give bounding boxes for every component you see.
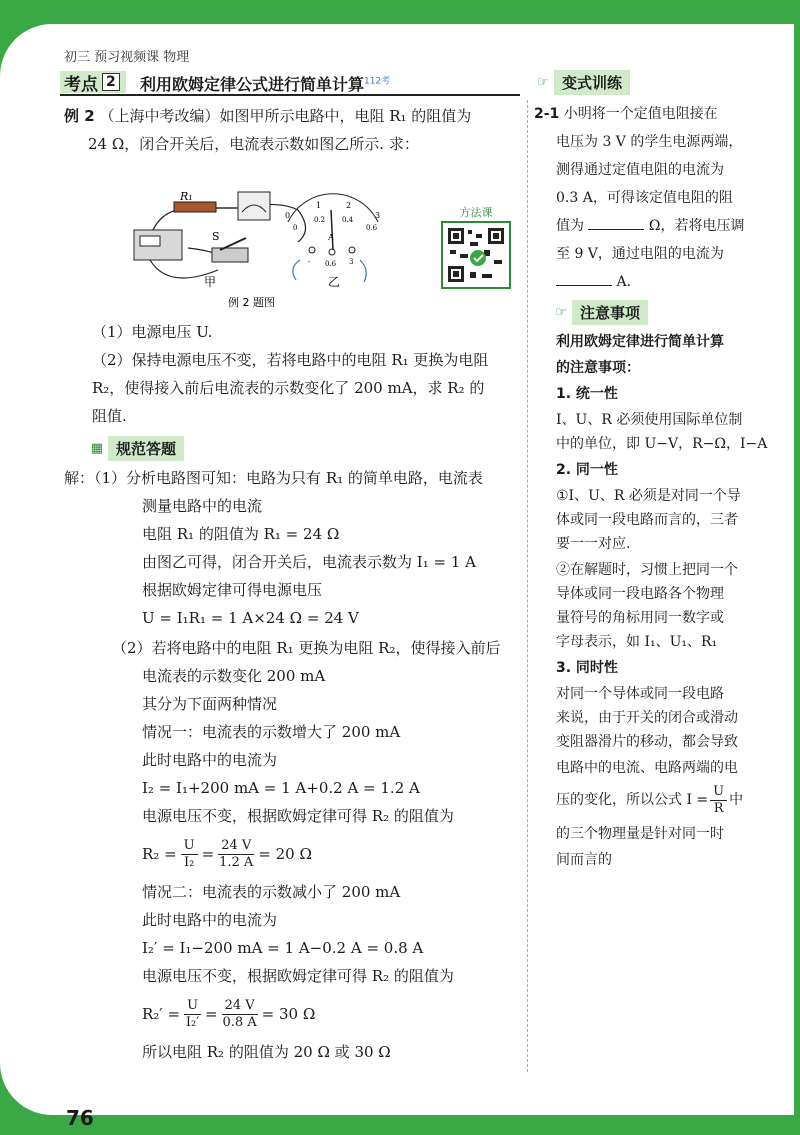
notes-p3e-post: 中 <box>729 792 744 808</box>
variant-text-7: A. <box>616 274 632 290</box>
label-yi: 乙 <box>328 275 341 289</box>
notes-p2d: ②在解题时，习惯上把同一个 <box>556 562 738 578</box>
notes-intro-1: 利用欧姆定律进行简单计算 <box>556 334 724 350</box>
example-line-2: 24 Ω，闭合开关后，电流表示数如图乙所示. 求： <box>88 135 419 153</box>
variant-line-7 <box>556 272 631 292</box>
notes-formula-frac <box>710 784 727 817</box>
topic-ref: 112考 <box>364 76 391 87</box>
variant-text-5b: Ω，若将电压调 <box>648 218 745 234</box>
notes-p3b: 来说，由于开关的闭合或滑动 <box>556 710 738 726</box>
question-2-line-2: R₂，使得接入前后电流表的示数变化了 200 mA，求 R₂ 的 <box>92 379 485 397</box>
notes-p2a: ①I、U、R 必须是对同一个导 <box>556 488 741 504</box>
scale-top-1: 1 <box>316 201 322 210</box>
notes-badge <box>550 300 648 324</box>
terminal-neg: - <box>308 258 311 266</box>
variant-text-5a: 值为 <box>556 218 584 234</box>
scale-bottom-3: 0.6 <box>366 224 378 232</box>
f2-lhs: R₂′ = <box>142 1005 181 1023</box>
f1-n2: 24 V <box>218 838 254 855</box>
f1-n1: U <box>181 838 198 855</box>
pointing-hand-icon: ☞ <box>555 304 567 320</box>
topic-underline <box>60 94 520 96</box>
notes-p3a: 对同一个导体或同一段电路 <box>556 686 724 702</box>
notes-p3c: 变阻器滑片的移动，都会导致 <box>556 734 738 750</box>
notes-p1a: I、U、R 必须使用国际单位制 <box>556 412 743 428</box>
f1-frac-2 <box>218 838 254 871</box>
sol-9: 其分为下面两种情况 <box>142 695 278 713</box>
resistor-r1 <box>174 202 216 212</box>
sol-3: 电阻 R₁ 的阻值为 R₁ = 24 Ω <box>142 525 340 543</box>
variant-text-1: 小明将一个定值电阻接在 <box>563 106 718 122</box>
notes-p2c: 要一一对应. <box>556 536 631 552</box>
variant-badge-text: 变式训练 <box>554 70 630 95</box>
question-2-line-1: （2）保持电源电压不变，若将电路中的电阻 R₁ 更换为电阻 <box>92 351 489 369</box>
bottom-green-bar <box>0 1115 800 1135</box>
sol-5: 根据欧姆定律可得电源电压 <box>142 581 323 599</box>
column-divider <box>527 100 528 1072</box>
sol-17: 电源电压不变，根据欧姆定律可得 R₂ 的阻值为 <box>142 967 454 985</box>
topic-number: 2 <box>102 73 120 91</box>
f1-eq: = <box>201 845 215 863</box>
topic-tag-label: 考点 <box>64 74 98 95</box>
qr-code-block[interactable] <box>440 204 512 290</box>
sol-13: 电源电压不变，根据欧姆定律可得 R₂ 的阻值为 <box>142 807 454 825</box>
f1-frac-1 <box>181 838 198 871</box>
variant-line-6: 至 9 V，通过电阻的电流为 <box>556 246 724 262</box>
variant-badge <box>532 70 630 94</box>
formula-r2 <box>142 834 312 874</box>
f2-d2: 0.8 A <box>222 1014 257 1030</box>
notes-frac-den: R <box>713 800 724 816</box>
answer-badge-text: 规范答题 <box>108 436 184 461</box>
notes-p1b: 中的单位，即 U−V，R−Ω，I−A <box>556 436 768 452</box>
f2-rhs: = 30 Ω <box>261 1005 316 1023</box>
page <box>0 24 794 1130</box>
f2-d1: I₂′ <box>185 1014 200 1030</box>
sol-2: 测量电路中的电流 <box>142 497 263 515</box>
example-label: 例 2 <box>64 107 95 125</box>
sol-16: I₂′ = I₁−200 mA = 1 A−0.2 A = 0.8 A <box>142 939 424 957</box>
f2-frac-2 <box>222 998 258 1031</box>
variant-line-3: 测得通过定值电阻的电流为 <box>556 162 724 178</box>
sol-8: 电流表的示数变化 200 mA <box>142 667 326 685</box>
notes-p2b: 体或同一段电路而言的，三者 <box>556 512 738 528</box>
answer-blank-2[interactable] <box>556 285 612 286</box>
sol-4: 由图乙可得，闭合开关后，电流表示数为 I₁ = 1 A <box>142 553 476 571</box>
question-1: （1）电源电压 U. <box>92 323 213 341</box>
running-header: 初三 预习视频课 物理 <box>64 50 190 65</box>
variant-line-4: 0.3 A，可得该定值电阻的阻 <box>556 190 733 206</box>
variant-line-2: 电压为 3 V 的学生电源两端， <box>556 134 743 150</box>
variant-line-5 <box>556 216 745 236</box>
notes-p3d: 电路中的电流、电路两端的电 <box>556 760 738 776</box>
topic-title <box>140 72 390 95</box>
label-s: S <box>212 230 220 243</box>
sol-1: 解：（1）分析电路图可知：电路为只有 R₁ 的简单电路，电流表 <box>64 469 483 487</box>
f2-eq: = <box>205 1005 218 1023</box>
f1-rhs: = 20 Ω <box>258 845 312 863</box>
scale-top-0: 0 <box>285 211 291 220</box>
example-line-1 <box>64 106 471 126</box>
notes-p3e <box>556 782 743 818</box>
ammeter-device <box>238 192 270 220</box>
notes-h1: 1. 统一性 <box>556 386 618 402</box>
sol-10: 情况一：电流表的示数增大了 200 mA <box>142 723 401 741</box>
f1-d2: 1.2 A <box>219 854 254 870</box>
sol-12: I₂ = I₁+200 mA = 1 A+0.2 A = 1.2 A <box>142 779 420 797</box>
top-green-bar <box>0 0 800 24</box>
notes-frac-num: U <box>710 784 727 801</box>
formula-r2-prime <box>142 994 315 1034</box>
scale-top-3: 3 <box>375 211 381 220</box>
variant-label: 2-1 <box>534 106 560 122</box>
topic-tag <box>60 71 126 93</box>
pointing-hand-icon: ☞ <box>537 74 549 90</box>
qr-code-icon <box>440 220 512 290</box>
scale-bottom-2: 0.4 <box>342 216 354 224</box>
notes-p3f: 的三个物理量是针对同一时 <box>556 826 724 842</box>
f2-frac-1 <box>184 998 201 1031</box>
topic-heading <box>60 70 520 96</box>
sol-6: U = I₁R₁ = 1 A×24 Ω = 24 V <box>142 609 359 627</box>
scale-bottom-0: 0 <box>293 224 298 232</box>
meter-unit: A <box>328 233 334 242</box>
f1-lhs: R₂ = <box>142 845 177 863</box>
f2-n1: U <box>184 998 201 1015</box>
qr-label: 方法课 <box>459 206 493 219</box>
scale-top-2: 2 <box>346 201 352 210</box>
sol-15: 此时电路中的电流为 <box>142 911 278 929</box>
sol-7: （2）若将电路中的电阻 R₁ 更换为电阻 R₂，使得接入前后 <box>112 639 501 657</box>
label-r1: R₁ <box>180 190 193 203</box>
notes-p2g: 字母表示，如 I₁、U₁、R₁ <box>556 634 718 650</box>
meter-needle <box>331 210 333 250</box>
answer-badge <box>86 436 184 460</box>
question-2-line-3: 阻值. <box>92 407 127 425</box>
page-number: 76 <box>66 1106 94 1130</box>
notes-h2: 2. 同一性 <box>556 462 618 478</box>
f1-d1: I₂ <box>183 854 195 870</box>
example-text-1: （上海中考改编）如图甲所示电路中，电阻 R₁ 的阻值为 <box>99 107 472 125</box>
f2-n2: 24 V <box>222 998 258 1015</box>
meter-dial <box>288 194 381 222</box>
notes-p2f: 量符号的角标用同一数字或 <box>556 610 724 626</box>
notes-intro-2: 的注意事项： <box>556 360 640 376</box>
scale-bottom-1: 0.2 <box>314 216 326 224</box>
calendar-icon: ▦ <box>90 440 104 456</box>
topic-title-text: 利用欧姆定律公式进行简单计算 <box>140 75 365 94</box>
answer-blank-1[interactable] <box>588 229 644 230</box>
label-jia: 甲 <box>204 275 217 289</box>
terminal-06: 0.6 <box>325 260 337 268</box>
terminal-3: 3 <box>349 258 354 266</box>
circuit-figure <box>128 190 420 310</box>
sol-18: 所以电阻 R₂ 的阻值为 20 Ω 或 30 Ω <box>142 1043 391 1061</box>
figure-caption: 例 2 题图 <box>228 296 275 309</box>
sol-11: 此时电路中的电流为 <box>142 751 278 769</box>
sol-14: 情况二：电流表的示数减小了 200 mA <box>142 883 401 901</box>
notes-p3g: 间而言的 <box>556 852 612 868</box>
variant-line-1 <box>534 104 718 124</box>
notes-p2e: 导体或同一段电路各个物理 <box>556 586 724 602</box>
notes-badge-text: 注意事项 <box>572 300 648 325</box>
switch <box>212 248 248 262</box>
notes-p3e-pre: 压的变化，所以公式 I = <box>556 792 709 808</box>
notes-h3: 3. 同时性 <box>556 660 618 676</box>
